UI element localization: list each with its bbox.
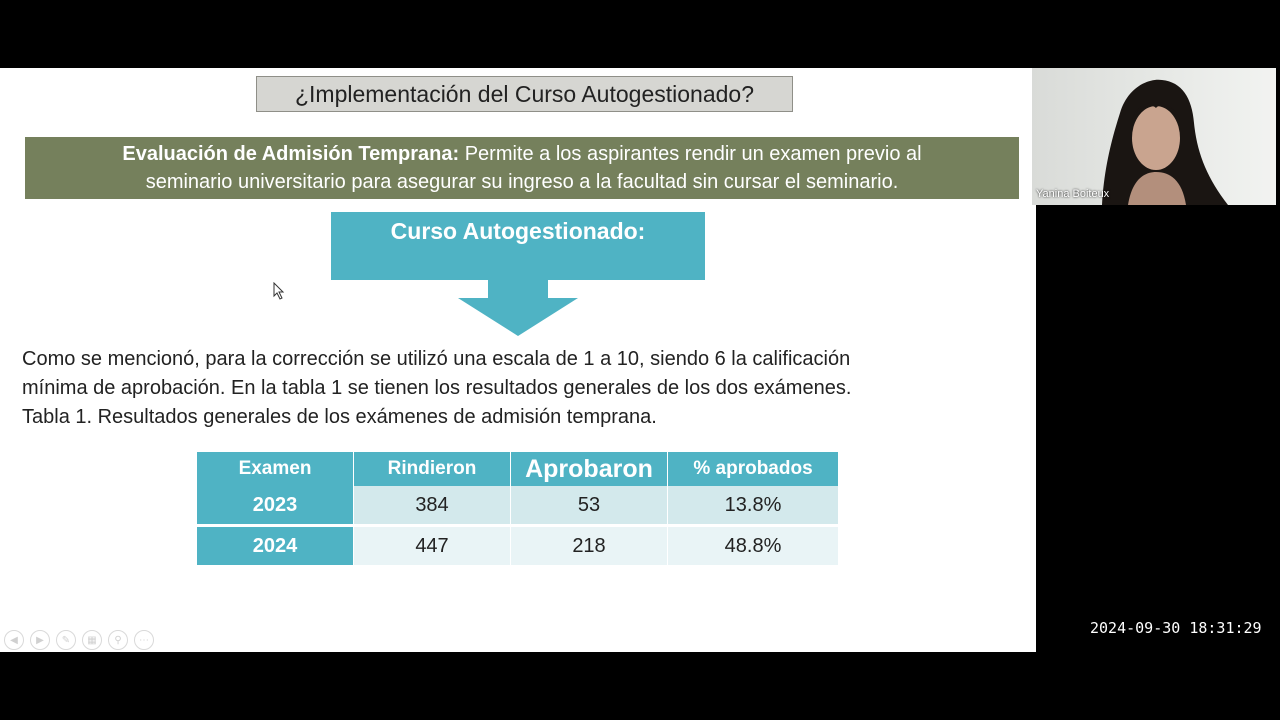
table-header-row	[197, 452, 839, 486]
table-cell: 218	[511, 526, 668, 566]
table-cell: 13.8%	[668, 486, 839, 526]
webcam-tile[interactable]	[1032, 68, 1276, 205]
header-examen: Examen	[197, 452, 354, 486]
participant-video-icon	[1032, 68, 1276, 205]
recording-timestamp: 2024-09-30 18:31:29	[1090, 619, 1262, 637]
header-rindieron: Rindieron	[354, 452, 511, 486]
zoom-icon[interactable]: ⚲	[108, 630, 128, 650]
definition-line2: seminario universitario para asegurar su ingreso a la facultad sin cursar el seminario.	[145, 171, 899, 193]
results-table	[197, 452, 839, 565]
paragraph-line: mínima de aprobación. En la tabla 1 se tienen los resultados generales de los dos exámenes.	[22, 377, 852, 399]
table-row	[197, 486, 839, 526]
table-cell: 384	[354, 486, 511, 526]
previous-icon[interactable]: ◀	[4, 630, 24, 650]
paragraph-line: Como se mencionó, para la corrección se utilizó una escala de 1 a 10, siendo 6 la calificación	[22, 348, 851, 370]
year-cell: 2024	[197, 526, 354, 566]
more-icon[interactable]: ⋯	[134, 630, 154, 650]
table-row	[197, 526, 839, 566]
participant-name: Yanina Boiteux	[1036, 188, 1110, 200]
slide-nav-controls	[4, 630, 154, 650]
definition-term: Evaluación de Admisión Temprana:	[122, 143, 460, 165]
down-arrow-icon	[458, 280, 578, 336]
header-aprobaron: Aprobaron	[511, 452, 668, 486]
header-porcentaje: % aprobados	[668, 452, 839, 486]
pen-icon[interactable]: ✎	[56, 630, 76, 650]
year-cell: 2023	[197, 486, 354, 526]
next-icon[interactable]: ▶	[30, 630, 50, 650]
table-cell: 447	[354, 526, 511, 566]
table-cell: 53	[511, 486, 668, 526]
table-caption: Tabla 1. Resultados generales de los exámenes de admisión temprana.	[22, 406, 657, 428]
definition-box	[25, 137, 1019, 199]
curso-autogestionado-box: Curso Autogestionado:	[331, 212, 705, 280]
slide-title: ¿Implementación del Curso Autogestionado?	[256, 76, 793, 112]
mouse-cursor-icon	[273, 282, 285, 300]
slides-icon[interactable]: ▦	[82, 630, 102, 650]
table-cell: 48.8%	[668, 526, 839, 566]
presentation-slide	[0, 68, 1036, 652]
body-paragraph	[22, 345, 1022, 432]
definition-line1: Permite a los aspirantes rendir un examen previo al	[459, 143, 922, 165]
